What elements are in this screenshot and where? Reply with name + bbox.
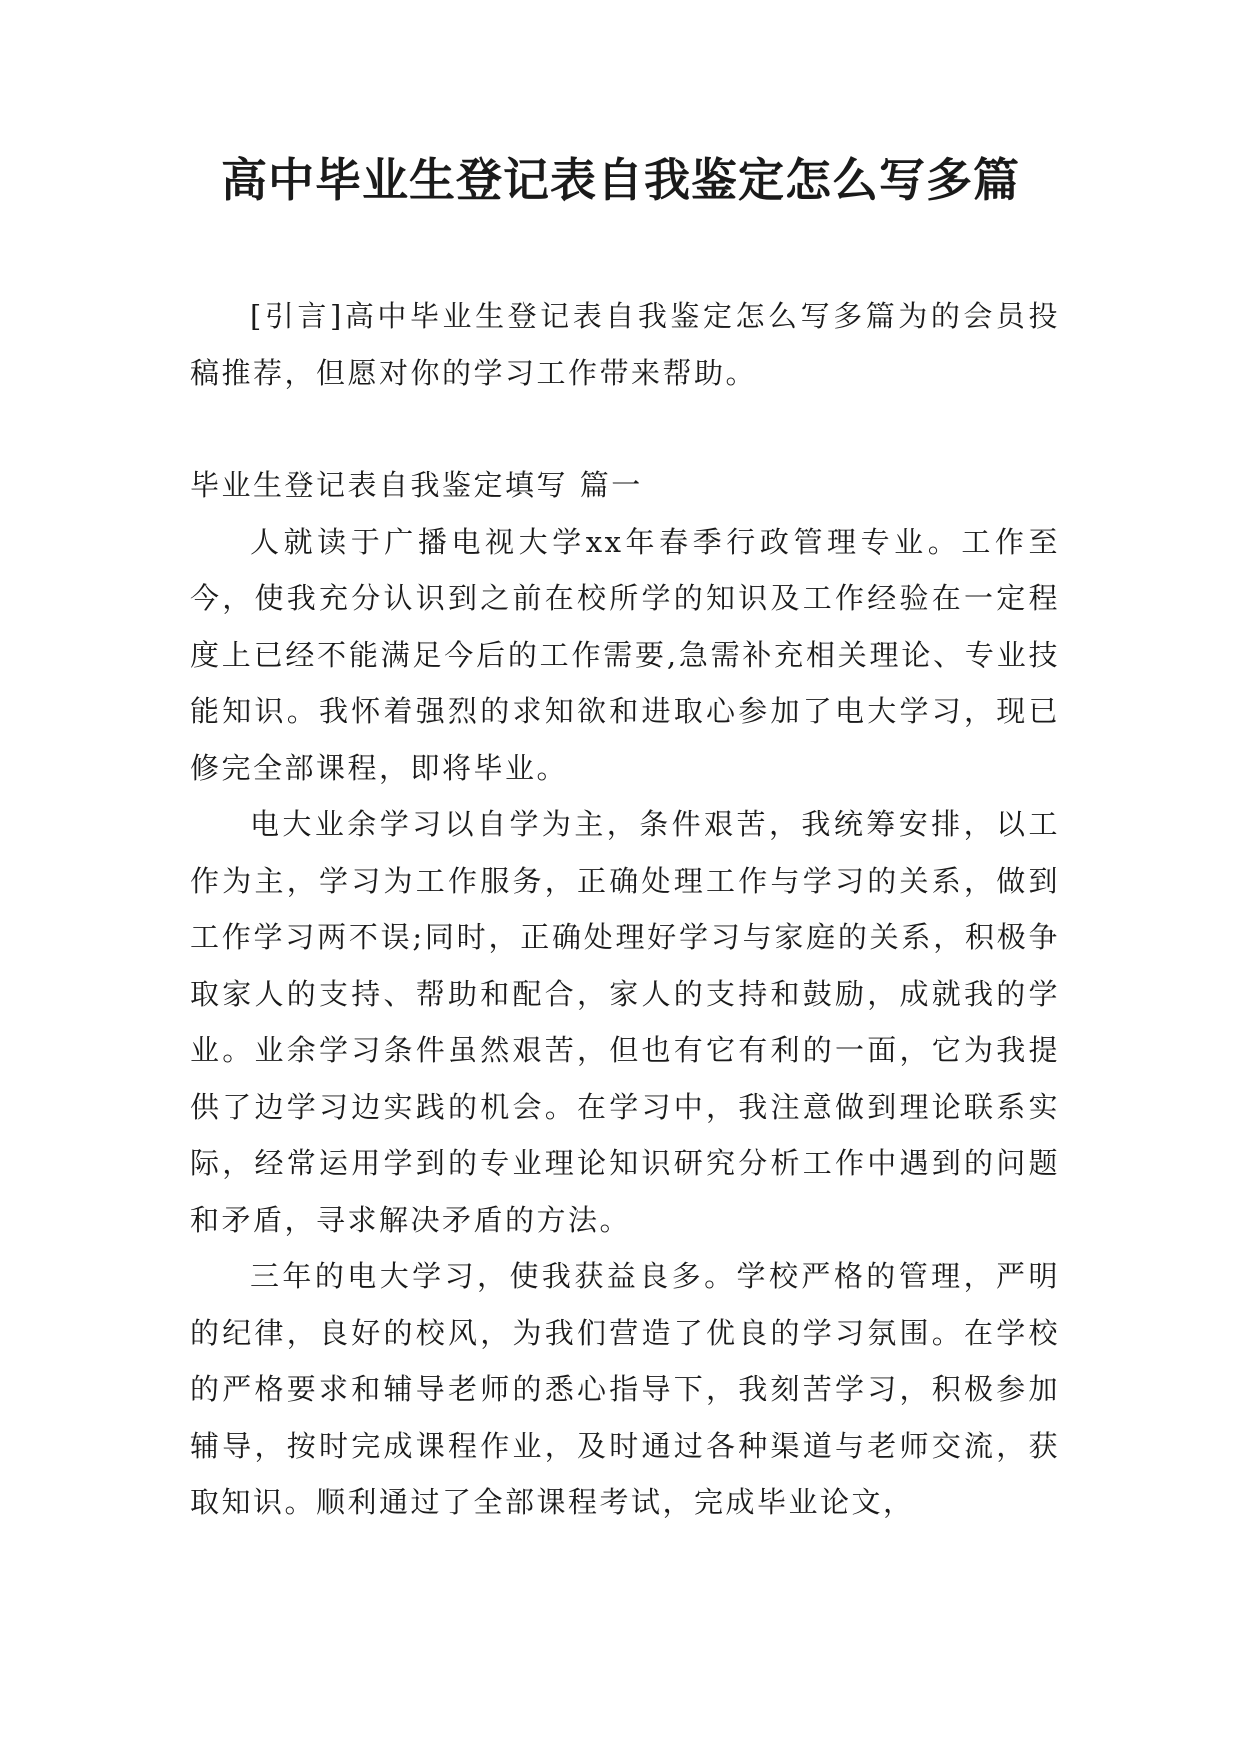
- body-paragraph: 电大业余学习以自学为主，条件艰苦，我统筹安排，以工作为主，学习为工作服务，正确处理工作与学习的关系，做到工作学习两不误;同时，正确处理好学习与家庭的关系，积极争取家人的支持、帮助和配合，家人的支持和鼓励，成就我的学业。业余学习条件虽然艰苦，但也有它有利的一面，它为我提供了边学习边实践的机会。在学习中，我注意做到理论联系实际，经常运用学到的专业理论知识研究分析工作中遇到的问题和矛盾，寻求解决矛盾的方法。: [190, 807, 1060, 1237]
- document-title: 高中毕业生登记表自我鉴定怎么写多篇: [221, 153, 1020, 207]
- section-heading: 毕业生登记表自我鉴定填写 篇一: [190, 468, 643, 502]
- body-paragraph: 三年的电大学习，使我获益良多。学校严格的管理，严明的纪律，良好的校风，为我们营造了优良的学习氛围。在学校的严格要求和辅导老师的悉心指导下，我刻苦学习，积极参加辅导，按时完成课程作业，及时通过各种渠道与老师交流，获取知识。顺利通过了全部课程考试，完成毕业论文，: [190, 1259, 1060, 1519]
- body-paragraph: 人就读于广播电视大学xx年春季行政管理专业。工作至今，使我充分认识到之前在校所学的知识及工作经验在一定程度上已经不能满足今后的工作需要,急需补充相关理论、专业技能知识。我怀着强烈的求知欲和进取心参加了电大学习，现已修完全部课程，即将毕业。: [190, 524, 1060, 785]
- intro-paragraph: [引言]高中毕业生登记表自我鉴定怎么写多篇为的会员投稿推荐，但愿对你的学习工作带来帮助。: [190, 299, 1060, 390]
- document-body: [190, 288, 1060, 1531]
